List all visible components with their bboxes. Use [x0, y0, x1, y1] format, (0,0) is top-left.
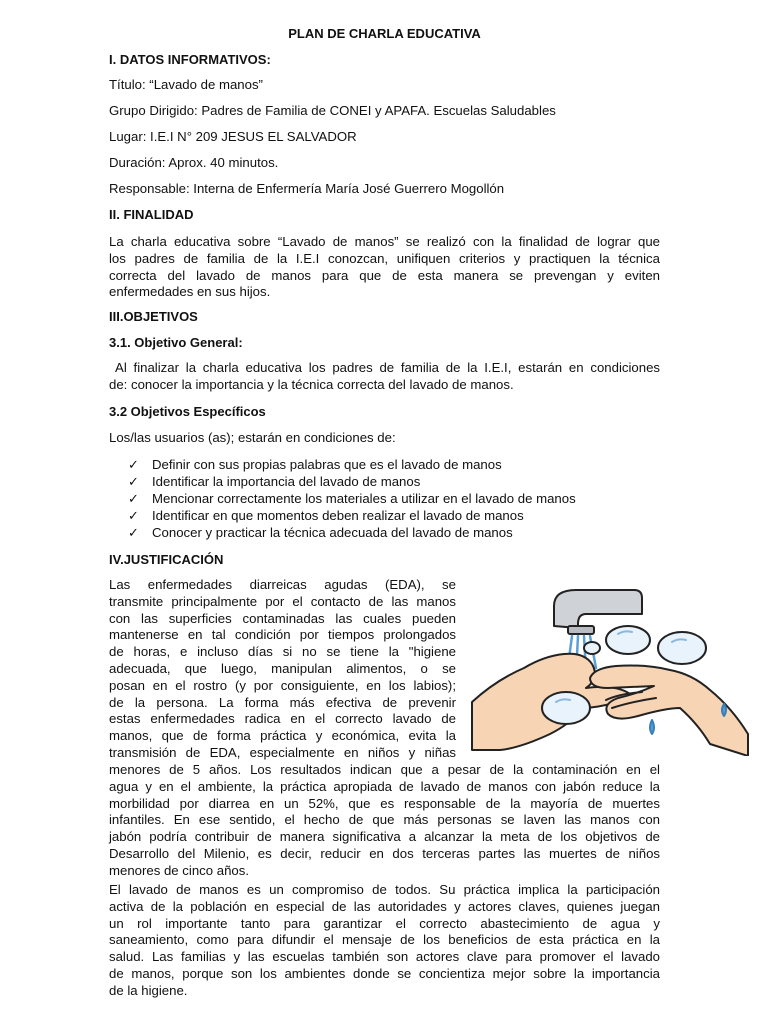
paragraph-line: de horas, e incluso días si no se tiene la "higiene	[109, 644, 456, 660]
paragraph-line: Desarrollo del Milenio, es decir, reducir en dos terceras partes las muertes de niños	[109, 845, 660, 861]
paragraph-line: mantenerse en tal condición por tiempos prolongados	[109, 627, 456, 643]
paragraph-line: de: conocer la importancia y la técnica correcta del lavado de manos.	[109, 376, 514, 392]
list-item	[128, 456, 576, 473]
paragraph-line: Las enfermedades diarreicas agudas (EDA), se	[109, 577, 456, 592]
justificacion-paragraph-wrapped	[109, 577, 456, 762]
list-item	[128, 507, 576, 524]
list-item-text: Identificar en que momentos deben realizar el lavado de manos	[152, 508, 524, 523]
paragraph-line: de manos, porque son los ambientes donde se concientiza mejor sobre la importancia	[109, 965, 660, 981]
paragraph-line: El lavado de manos es un compromiso de todos. Su práctica implica la participación	[109, 882, 660, 897]
check-icon: ✓	[128, 508, 140, 523]
paragraph-line: de la higiene.	[109, 982, 188, 998]
responsable-line: Responsable: Interna de Enfermería María José Guerrero Mogollón	[109, 181, 505, 196]
paragraph-line: salud. Las familias y las escuelas también son actores clave para promover el lavado	[109, 949, 660, 965]
objetivos-list	[128, 456, 576, 541]
section-objetivos-heading: III.OBJETIVOS	[109, 309, 198, 324]
paragraph-line: jabón podría contribuir de manera significativa a alcanzar la meta de los objetivos de	[109, 829, 660, 845]
list-item-text: Mencionar correctamente los materiales a utilizar en el lavado de manos	[152, 491, 576, 506]
list-item	[128, 490, 576, 507]
paragraph-line: enfermedades en sus hijos.	[109, 284, 271, 300]
paragraph-line: adecuada, que luego, manipulan alimentos, o se	[109, 660, 456, 676]
paragraph-line: infantiles. En ese sentido, el hecho de que más personas se laven las manos con	[109, 812, 660, 828]
compromiso-paragraph	[109, 882, 660, 1000]
lugar-line: Lugar: I.E.I N° 209 JESUS EL SALVADOR	[109, 129, 357, 144]
section-justificacion-heading: IV.JUSTIFICACIÓN	[109, 552, 224, 567]
list-item-text: Conocer y practicar la técnica adecuada del lavado de manos	[152, 525, 513, 540]
paragraph-line: activa de la población en especial de las autoridades y actores claves, quienes juegan	[109, 898, 660, 914]
list-item-text: Definir con sus propias palabras que es el lavado de manos	[152, 457, 502, 472]
objetivo-general-heading: 3.1. Objetivo General:	[109, 335, 243, 350]
paragraph-line: saneamiento, como para difundir el mensaje de los beneficios de esta práctica en la	[109, 932, 660, 948]
handwashing-illustration-icon	[466, 584, 754, 756]
paragraph-line: menores de 5 años. Los resultados indican que a pesar de la contaminación en el	[109, 762, 660, 777]
paragraph-line: de la persona. La forma más efectiva de prevenir	[109, 694, 456, 710]
document-title: PLAN DE CHARLA EDUCATIVA	[288, 26, 481, 41]
paragraph-line: los padres de familia de la I.E.I conozcan, unifiquen criterios y practiquen la técnica	[109, 250, 660, 266]
check-icon: ✓	[128, 474, 140, 489]
check-icon: ✓	[128, 525, 140, 540]
usuarios-line: Los/las usuarios (as); estarán en condiciones de:	[109, 430, 396, 445]
paragraph-line: correcta del lavado de manos para que de esta manera se prevengan y eviten	[109, 267, 660, 283]
paragraph-line: estas enfermedades radica en el correcto lavado de	[109, 711, 456, 727]
paragraph-line: La charla educativa sobre “Lavado de manos” se realizó con la finalidad de lograr que	[109, 234, 660, 249]
check-icon: ✓	[128, 491, 140, 506]
check-icon: ✓	[128, 457, 140, 472]
paragraph-line: transmisión de EDA, especialmente en niños y niñas	[109, 744, 456, 760]
paragraph-line: transmite principalmente por el contacto de las manos	[109, 593, 456, 609]
paragraph-line: con las superficies contaminadas las cuales pueden	[109, 610, 456, 626]
objetivo-general-paragraph	[109, 360, 660, 394]
justificacion-paragraph-full	[109, 762, 660, 880]
paragraph-line: Al finalizar la charla educativa los padres de familia de la I.E.I, estarán en condiciones	[109, 360, 660, 375]
list-item-text: Identificar la importancia del lavado de manos	[152, 474, 421, 489]
duracion-line: Duración: Aprox. 40 minutos.	[109, 155, 279, 170]
objetivos-especificos-heading: 3.2 Objetivos Específicos	[109, 404, 266, 419]
paragraph-line: menores de cinco años.	[109, 862, 250, 878]
finalidad-paragraph	[109, 234, 660, 301]
paragraph-line: un rol importante tanto para garantizar el correcto abastecimiento de agua y	[109, 915, 660, 931]
section-datos-heading: I. DATOS INFORMATIVOS:	[109, 52, 271, 67]
paragraph-line: agua y en el ambiente, la práctica apropiada de lavado de manos con jabón reduce la	[109, 778, 660, 794]
list-item	[128, 524, 576, 541]
paragraph-line: morbilidad por diarrea en un 52%, que es responsable de la mayoría de muertes	[109, 795, 660, 811]
paragraph-line: posan en el rostro (y por consiguiente, en los labios);	[109, 677, 456, 693]
titulo-line: Título: “Lavado de manos”	[109, 77, 263, 92]
paragraph-line: manos, que de forma práctica y económica, evita la	[109, 728, 456, 744]
grupo-line: Grupo Dirigido: Padres de Familia de CONEI y APAFA. Escuelas Saludables	[109, 103, 556, 118]
list-item	[128, 473, 576, 490]
section-finalidad-heading: II. FINALIDAD	[109, 207, 194, 222]
